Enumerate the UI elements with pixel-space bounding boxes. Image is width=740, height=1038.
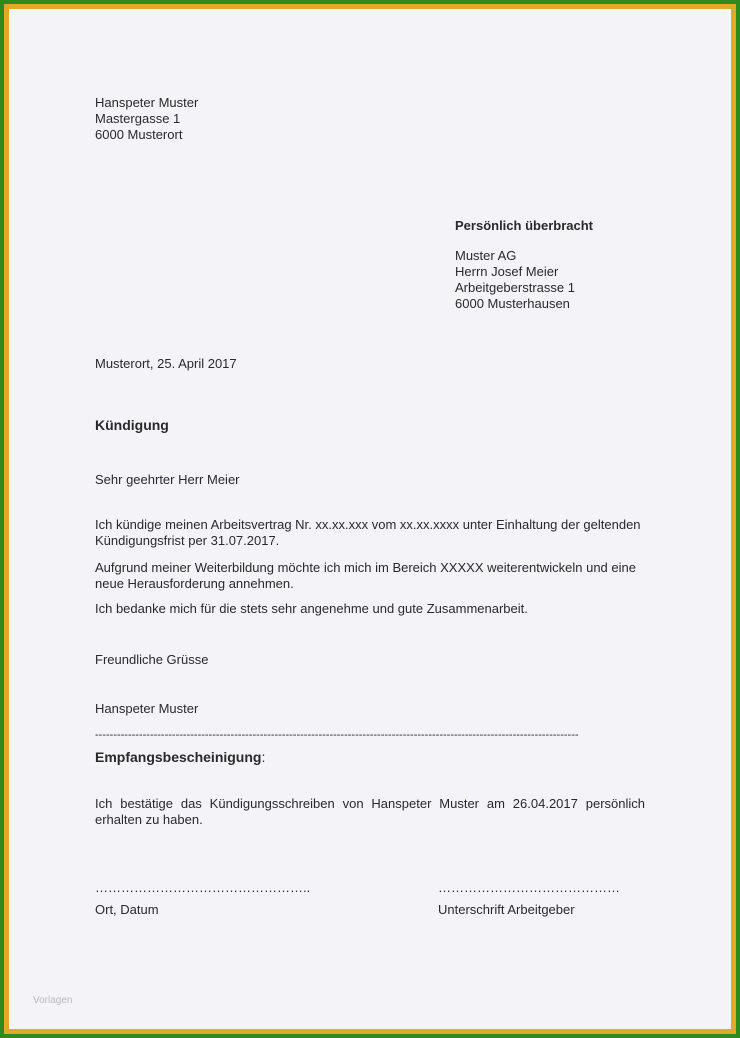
receipt-title-colon: : <box>261 749 266 765</box>
recipient-company: Muster AG <box>455 248 517 263</box>
body-paragraph-1-line-2: Kündigungsfrist per 31.07.2017. <box>95 533 280 548</box>
recipient-street: Arbeitgeberstrasse 1 <box>455 280 575 295</box>
sender-city: 6000 Musterort <box>95 127 183 142</box>
place-date: Musterort, 25. April 2017 <box>95 356 237 371</box>
employer-signature-line: …………………………………… <box>438 880 620 895</box>
receipt-text: Ich bestätige das Kündigungsschreiben von Hanspeter Muster am 26.04.2017 persönlich erhalten zu haben. <box>95 796 645 827</box>
sender-street: Mastergasse 1 <box>95 111 181 126</box>
separator-line: ------------------------------------------------------------------------------------------------------------------------------------ <box>95 729 579 741</box>
receipt-title: Empfangsbescheinigung <box>95 749 262 765</box>
employer-signature-label: Unterschrift Arbeitgeber <box>438 902 575 917</box>
sender-name: Hanspeter Muster <box>95 95 199 110</box>
receipt-heading <box>95 749 265 765</box>
recipient-city: 6000 Musterhausen <box>455 296 570 311</box>
body-paragraph-2-line-2: neue Herausforderung annehmen. <box>95 576 294 591</box>
letter-page <box>9 9 731 1029</box>
body-paragraph-2 <box>95 560 645 592</box>
place-date-signature-line: ………………………………………….. <box>95 880 311 895</box>
closing: Freundliche Grüsse <box>95 652 209 667</box>
recipient-address <box>455 248 575 312</box>
body-paragraph-1-line-1: Ich kündige meinen Arbeitsvertrag Nr. xx.xx.xxx vom xx.xx.xxxx unter Einhaltung der geltenden <box>95 517 641 532</box>
delivery-note: Persönlich überbracht <box>455 218 593 233</box>
signature-name: Hanspeter Muster <box>95 701 199 716</box>
body-paragraph-2-line-1: Aufgrund meiner Weiterbildung möchte ich mich im Bereich XXXXX weiterentwickeln und eine <box>95 560 636 575</box>
salutation: Sehr geehrter Herr Meier <box>95 472 240 487</box>
watermark-text: Vorlagen <box>33 995 73 1006</box>
place-date-label: Ort, Datum <box>95 902 159 917</box>
sender-address <box>95 95 198 143</box>
body-paragraph-1 <box>95 517 645 549</box>
body-paragraph-3: Ich bedanke mich für die stets sehr angenehme und gute Zusammenarbeit. <box>95 601 528 616</box>
recipient-contact: Herrn Josef Meier <box>455 264 559 279</box>
subject-heading: Kündigung <box>95 417 169 433</box>
